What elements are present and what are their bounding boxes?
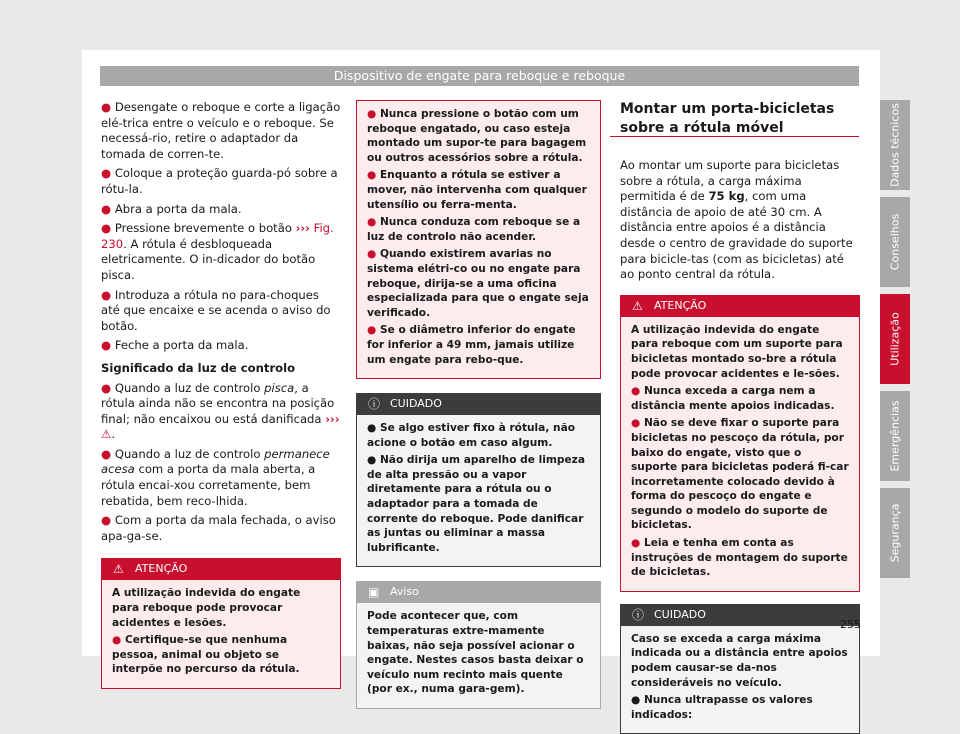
bullet-icon: ●: [101, 446, 115, 461]
warning-body: A utilização indevida do engate para reboque com um suporte para bicicletas montado so-bre a rótula pode provocar acidentes e le-sões. ● Nunca exceda a carga nem a distância mente apoios indicadas. ● Não se deve fixar o suporte para bicicletas no pescoço da rótula, por baixo do engate, visto que o suporte para bicicletas poderá fi-car incorretamente colocado devido à forma do pescoço do engate e segundo o modelo do suporte de bicicletas. ● Leia e tenha em conta as instruções de montagem do suporte de bicicletas.: [620, 317, 860, 592]
tab-emergencias[interactable]: Emergências: [880, 391, 910, 481]
tab-utilizacao[interactable]: Utilização: [880, 294, 910, 384]
bullet-icon: ●: [367, 454, 380, 467]
bullet-icon: ●: [101, 100, 115, 114]
note-header: ▣ Aviso: [356, 581, 601, 603]
bullet-icon: ●: [631, 417, 644, 430]
figure-link[interactable]: Fig. 230: [101, 221, 334, 251]
bullet-icon: ●: [101, 380, 115, 395]
caution-header: ⓘ CUIDADO: [356, 393, 601, 415]
warning-header: ⚠ ATENÇÃO: [101, 558, 341, 580]
warning-triangle-icon: ⚠: [113, 562, 124, 577]
bullet-icon: ●: [112, 634, 125, 647]
title-rule: [610, 136, 859, 137]
caution-body: Caso se exceda a carga máxima indicada ou a distância entre apoios podem causar-se da-nos consideráveis no veículo. ● Nunca ultrapasse os valores indicados:: [620, 626, 860, 734]
bullet-icon: ●: [631, 537, 644, 550]
section-title: Montar um porta-bicicletas sobre a rótula móvel: [620, 101, 835, 136]
note-box: [356, 581, 601, 709]
list-item: ● Quando existirem avarias no sistema elétri-co ou no engate para reboque, dirija-se a uma oficina especializada para que o engate seja verificado.: [367, 248, 589, 319]
warning-continuation: [356, 100, 601, 379]
bullet-icon: ●: [367, 422, 380, 435]
info-circle-icon: ⓘ: [632, 607, 645, 622]
list-item: ● Feche a porta da mala.: [101, 338, 249, 353]
list-item: ● Leia e tenha em conta as instruções de montagem do suporte de bicicletas.: [631, 537, 848, 579]
column-middle: [356, 100, 601, 709]
list-item: ● Nunca exceda a carga nem a distância mente apoios indicadas.: [631, 385, 835, 412]
list-item: ● Se algo estiver fixo à rótula, não acione o botão em caso algum.: [367, 422, 576, 449]
bullet-icon: ●: [367, 324, 380, 337]
list-item: ● Nunca pressione o botão com um reboque engatado, ou caso esteja montado um supor-te para bagagem ou outros acessórios sobre a rótula.: [367, 108, 587, 164]
column-right: [620, 100, 860, 734]
bullet-icon: ●: [101, 221, 115, 236]
note-body: Pode acontecer que, com temperaturas extre-mamente baixas, não seja possível acionar o engate. Nestes casos basta deixar o veículo num recinto mais quente (por ex., numa gara-gem).: [356, 603, 601, 709]
list-item: ● Nunca ultrapasse os valores indicados:: [631, 694, 813, 721]
list-item: ● Quando a luz de controlo pisca, a rótula ainda não se encontra na posição final; não encaixou ou está danificada ››› ⚠.: [101, 380, 340, 442]
list-item: ● Desengate o reboque e corte a ligação elé-trica entre o veículo e o reboque. Se necessá-rio, retire o adaptador da tomada de corren-te.: [101, 100, 341, 161]
page-number: 255: [840, 618, 861, 631]
tab-seguranca[interactable]: Segurança: [880, 488, 910, 578]
subtitle: Significado da luz de controlo: [101, 360, 296, 375]
warning-body: A utilização indevida do engate para reboque pode provocar acidentes e lesões. ● Certifique-se que nenhuma pessoa, animal ou objeto se interpõe no percurso da rótula.: [101, 580, 341, 689]
warning-header: ⚠ ATENÇÃO: [620, 295, 860, 317]
bullet-icon: ●: [367, 108, 380, 120]
bullet-icon: ●: [367, 216, 380, 229]
warning-triangle-icon: ⚠: [632, 298, 643, 313]
list-item: ● Coloque a proteção guarda-pó sobre a rótu-la.: [101, 166, 338, 196]
list-item: ● Com a porta da mala fechada, o aviso apa-ga-se.: [101, 513, 336, 543]
bullet-icon: ●: [367, 248, 380, 261]
list-item: ● Enquanto a rótula se estiver a mover, não intervenha com qualquer utensílio ou ferra-menta.: [367, 169, 587, 211]
tab-dados-tecnicos[interactable]: Dados técnicos: [880, 100, 910, 190]
tab-conselhos[interactable]: Conselhos: [880, 197, 910, 287]
list-item: ● Não dirija um aparelho de limpeza de alta pressão ou a vapor diretamente para a rótula ou o adaptador para a tomada de corrente do reboque. Pode danificar as juntas ou eliminar a massa lubrificante.: [367, 454, 585, 554]
info-circle-icon: ⓘ: [368, 397, 381, 412]
bullet-icon: ●: [101, 166, 115, 181]
bullet-icon: ●: [631, 694, 644, 707]
bullet-icon: ●: [101, 201, 115, 216]
warning-box: [101, 558, 341, 689]
caution-header: ⓘ CUIDADO: [620, 604, 860, 626]
note-icon: ▣: [368, 585, 380, 600]
list-item: ● Quando a luz de controlo permanece acesa com a porta da mala aberta, a rótula encai-xou corretamente, bem rebatida, bem reco-lhida.: [101, 446, 330, 508]
list-item: ● Nunca conduza com reboque se a luz de controlo não acender.: [367, 216, 581, 243]
warning-triangle-icon: ⚠: [101, 427, 112, 442]
reference-arrows: ›››: [325, 411, 340, 426]
list-item: ● Pressione brevemente o botão ››› Fig. 230. A rótula é desbloqueada eletricamente. O in-dicador do botão pisca.: [101, 221, 334, 282]
column-left: [101, 100, 341, 689]
list-item: ● Abra a porta da mala.: [101, 201, 242, 216]
paragraph: Ao montar um suporte para bicicletas sobre a rótula, a carga máxima permitida é de 75 kg, com uma distância de apoio de até 30 cm. A distância entre apoios é a distância desde o centro de gravidade do suporte para bicicle-tas (com as bicicletas) até ao ponto central da rótula.: [620, 158, 853, 282]
caution-body: [356, 415, 601, 567]
list-item: ● Se o diâmetro inferior do engate for inferior a 49 mm, jamais utilize um engate para rebo-que.: [367, 324, 576, 366]
list-item: ● Introduza a rótula no para-choques até que encaixe e se acenda o aviso do botão.: [101, 287, 331, 333]
list-item: ● Certifique-se que nenhuma pessoa, animal ou objeto se interpõe no percurso da rótula.: [112, 634, 300, 676]
bullet-icon: ●: [367, 169, 380, 182]
bullet-icon: ●: [101, 338, 115, 353]
page-header: Dispositivo de engate para reboque e reboque: [100, 66, 859, 86]
bullet-icon: ●: [101, 513, 115, 528]
bullet-icon: ●: [101, 287, 115, 302]
bullet-icon: ●: [631, 385, 644, 398]
reference-arrows: ›››: [295, 221, 310, 236]
caution-box: [620, 604, 860, 734]
caution-box: [356, 393, 601, 567]
list-item: ● Não se deve fixar o suporte para bicicletas no pescoço da rótula, por baixo do engate, visto que o suporte para bicicletas poderá fi-car incorretamente colocado devido à forma do pescoço do engate e segundo o modelo do suporte de bicicletas.: [631, 417, 849, 532]
warning-box: [620, 295, 860, 592]
